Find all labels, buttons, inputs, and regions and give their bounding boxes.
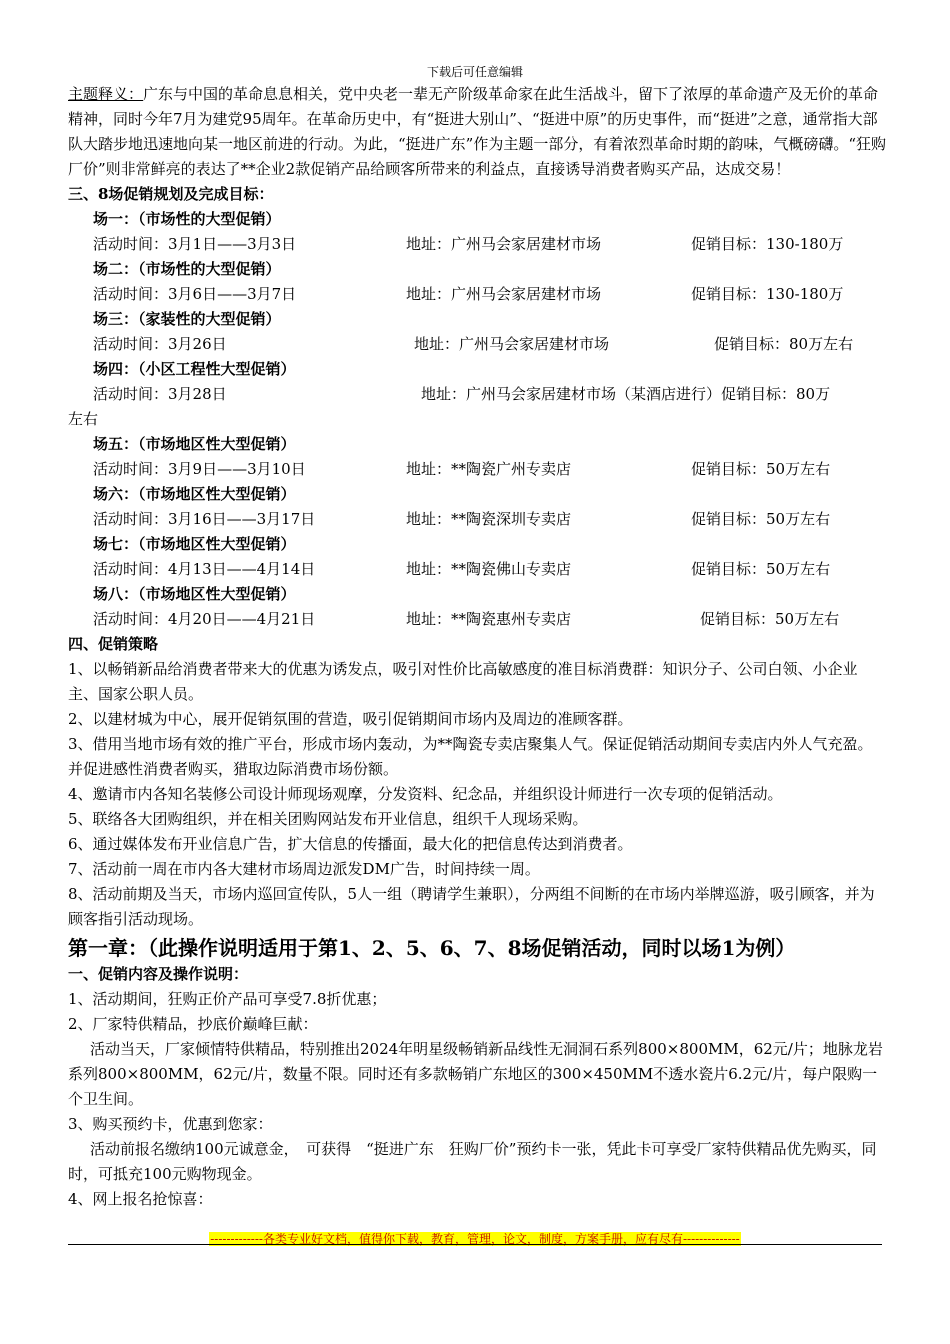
event-target: 促销目标：130-180万 — [691, 235, 844, 253]
event-title: 场七：（市场地区性大型促销） — [93, 535, 296, 553]
event-title: 场三：（家装性的大型促销） — [93, 310, 281, 328]
content-item: 2、厂家特供精品，抄底价巅峰巨献： — [68, 1015, 318, 1033]
event-time: 活动时间：3月26日 — [93, 335, 227, 353]
event-row — [68, 282, 886, 307]
strategy-item: 2、以建材城为中心，展开促销氛围的营造，吸引促销期间市场内及周边的准顾客群。 — [68, 710, 633, 728]
event-title: 场一：（市场性的大型促销） — [93, 210, 281, 228]
subsection-title: 一、促销内容及操作说明： — [68, 965, 249, 983]
event-target: 促销目标：130-180万 — [691, 285, 844, 303]
event-address: 地址：广州马会家居建材市场 — [414, 335, 610, 353]
event-time: 活动时间：4月20日——4月21日 — [93, 610, 316, 628]
event-address: 地址：**陶瓷深圳专卖店 — [406, 510, 572, 528]
content-item: 4、网上报名抢惊喜： — [68, 1190, 213, 1208]
event-title: 场六：（市场地区性大型促销） — [93, 485, 296, 503]
event-title: 场五：（市场地区性大型促销） — [93, 435, 296, 453]
event-address: 地址：**陶瓷广州专卖店 — [406, 460, 572, 478]
event-target: 促销目标：50万左右 — [691, 560, 831, 578]
event-address: 地址：广州马会家居建材市场（某酒店进行）促销目标：80万 — [421, 385, 831, 403]
event-title: 场二：（市场性的大型促销） — [93, 260, 281, 278]
event-row — [68, 382, 886, 407]
event-row — [68, 507, 886, 532]
event-row — [68, 557, 886, 582]
strategy-item: 7、活动前一周在市内各大建材市场周边派发DM广告，时间持续一周。 — [68, 860, 540, 878]
event-row — [68, 332, 886, 357]
footer-text: -------------各类专业好文档，值得你下载，教育，管理，论文，制度，方案手册，应有尽有-------------- — [210, 1232, 740, 1246]
event-time: 活动时间：3月16日——3月17日 — [93, 510, 316, 528]
event-target: 促销目标：80万左右 — [714, 335, 854, 353]
event-time: 活动时间：3月28日 — [93, 385, 227, 403]
footer-divider — [68, 1244, 882, 1245]
event-row — [68, 607, 886, 632]
chapter-title: 第一章：（此操作说明适用于第1、2、5、6、7、8场促销活动，同时以场1为例） — [68, 936, 796, 960]
event-target: 促销目标：50万左右 — [691, 510, 831, 528]
section3-title: 三、8场促销规划及完成目标： — [68, 185, 274, 203]
event-address: 地址：广州马会家居建材市场 — [406, 285, 602, 303]
content-item: 1、活动期间，狂购正价产品可享受7.8折优惠； — [68, 990, 387, 1008]
event-target-wrap: 左右 — [68, 410, 99, 428]
event-time: 活动时间：3月9日——3月10日 — [93, 460, 306, 478]
event-time: 活动时间：4月13日——4月14日 — [93, 560, 316, 578]
event-time: 活动时间：3月1日——3月3日 — [93, 235, 297, 253]
content-paragraph: 活动当天，厂家倾情特供精品，特别推出2024年明星级畅销新品线性无洞洞石系列800×800MM，62元/片；地脉龙岩系列800×800MM，62元/片，数量不限。同时还有多款畅销广东地区的300×450MM不透水瓷片6.2元/片，每户限购一个卫生间。 — [68, 1040, 883, 1108]
section4-title: 四、促销策略 — [68, 635, 159, 653]
strategy-item: 4、邀请市内各知名装修公司设计师现场观摩，分发资料、纪念品，并组织设计师进行一次专项的促销活动。 — [68, 785, 783, 803]
theme-label: 主题释义： — [68, 85, 144, 103]
event-row — [68, 232, 886, 257]
event-time: 活动时间：3月6日——3月7日 — [93, 285, 297, 303]
event-address: 地址：**陶瓷惠州专卖店 — [406, 610, 572, 628]
strategy-item: 6、通过媒体发布开业信息广告，扩大信息的传播面，最大化的把信息传达到消费者。 — [68, 835, 633, 853]
event-address: 地址：广州马会家居建材市场 — [406, 235, 602, 253]
event-row — [68, 457, 886, 482]
event-address: 地址：**陶瓷佛山专卖店 — [406, 560, 572, 578]
theme-text: 广东与中国的革命息息相关，党中央老一辈无产阶级革命家在此生活战斗，留下了浓厚的革命遗产及无价的革命精神，同时今年7月为建党95周年。在革命历史中，有“挺进大别山”、“挺进中原”的历史事件，而“挺进”之意，通常指大部队大踏步地迅速地向某一地区前进的行动。为此，“挺进广东”作为主题一部分，有着浓烈革命时期的韵味，气概磅礴。“狂购厂价”则非常鲜亮的表达了**企业2款促销产品给顾客所带来的利益点，直接诱导消费者购买产品，达成交易！ — [68, 85, 887, 178]
page-header: 下载后可任意编辑 — [426, 65, 523, 79]
event-target: 促销目标：50万左右 — [700, 610, 840, 628]
document-body — [68, 82, 886, 1212]
strategy-item: 1、以畅销新品给消费者带来大的优惠为诱发点，吸引对性价比高敏感度的准目标消费群：知识分子、公司白领、小企业主、国家公职人员。 — [68, 660, 858, 703]
content-paragraph: 活动前报名缴纳100元诚意金， 可获得 “挺进广东 狂购厂价”预约卡一张，凭此卡可享受厂家特供精品优先购买，同时，可抵充100元购物现金。 — [68, 1140, 877, 1183]
strategy-item: 3、借用当地市场有效的推广平台，形成市场内轰动，为**陶瓷专卖店聚集人气。保证促销活动期间专卖店内外人气充盈。并促进感性消费者购买，猎取边际消费市场份额。 — [68, 735, 873, 778]
event-title: 场八：（市场地区性大型促销） — [93, 585, 296, 603]
content-item: 3、购买预约卡，优惠到您家： — [68, 1115, 273, 1133]
strategy-item: 8、活动前期及当天，市场内巡回宣传队，5人一组（聘请学生兼职），分两组不间断的在市场内举牌巡游，吸引顾客，并为顾客指引活动现场。 — [68, 885, 875, 928]
theme-paragraph — [68, 82, 886, 182]
strategy-item: 5、联络各大团购组织，并在相关团购网站发布开业信息，组织千人现场采购。 — [68, 810, 588, 828]
event-target: 促销目标：50万左右 — [691, 460, 831, 478]
event-title: 场四：（小区工程性大型促销） — [93, 360, 296, 378]
